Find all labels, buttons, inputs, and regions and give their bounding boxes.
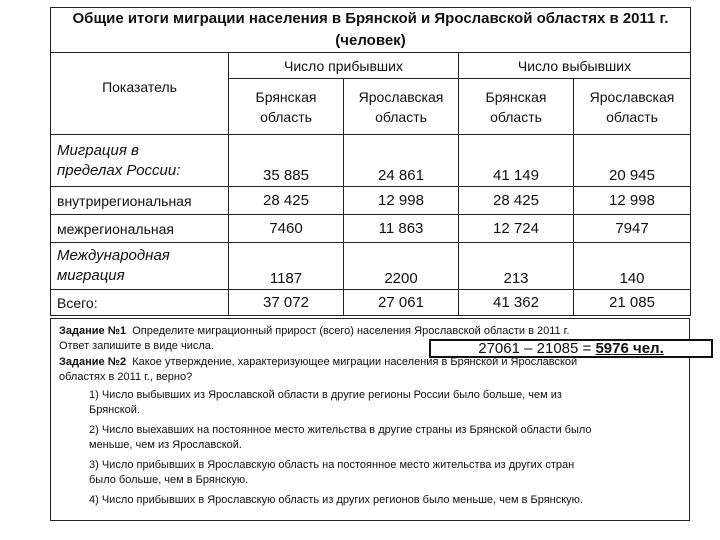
task2-option-2 [89,423,679,453]
header-arrivals: Число прибывших [229,53,459,79]
header-yaroslavl-departures [574,79,691,135]
task1-instruction: Ответ запишите в виде числа. [59,340,214,352]
table-cell: 11 863 [344,215,459,243]
option-text: меньше, чем из Ярославской. [89,439,242,451]
row-label: Всего: [51,290,229,316]
table-row [51,215,691,243]
table-title-line1: Общие итоги миграции населения в Брянской и Ярославской областях в 2011 г. [72,10,669,27]
header-yaroslavl-arrivals [344,79,459,135]
task1-text: Определите миграционный прирост (всего) населения Ярославской области в 2011 г. [132,325,570,337]
row-label-line: Миграция в [57,141,139,159]
table-cell: 12 998 [344,187,459,215]
table-cell: 28 425 [459,187,574,215]
table-row [51,290,691,316]
option-text: 2) Число выехавших на постоянное место жительства в другие страны из Брянской области было [89,424,592,436]
table-title-line2: (человек) [335,32,406,49]
task2-option-4 [89,493,679,508]
task2-text: Какое утверждение, характеризующее миграции населения в Брянской и Ярославской [132,356,578,368]
row-label [51,243,229,290]
row-label-line: миграция [57,267,125,284]
table-cell: 35 885 [229,135,344,187]
task1-line [59,324,569,339]
table-cell: 140 [574,243,691,290]
task2-line [59,355,577,370]
table-cell: 2200 [344,243,459,290]
region-suffix: область [606,108,658,125]
header-indicator [51,53,229,135]
table-cell: 27 061 [344,290,459,316]
migration-table [50,7,691,316]
header-bryansk-arrivals [229,79,344,135]
task2-option-3 [89,458,679,488]
table-cell: 213 [459,243,574,290]
table-row [51,243,691,290]
tasks-box [50,318,690,521]
region-name: Ярославская [589,88,675,105]
table-cell: 12 724 [459,215,574,243]
region-suffix: область [375,108,427,125]
row-label-line: Международная [57,247,170,264]
answer-expression: 27061 – 21085 = [478,340,596,357]
answer-value: 5976 чел. [595,340,664,357]
task2-option-1 [89,388,679,418]
option-text: было больше, чем в Брянскую. [89,474,249,486]
row-label [51,135,229,187]
table-row [51,135,691,187]
row-label: межрегиональная [51,215,229,243]
header-indicator-label: Показатель [102,79,177,95]
row-label-line: пределах России: [57,161,181,179]
table-cell: 41 362 [459,290,574,316]
table-cell: 7460 [229,215,344,243]
table-cell: 12 998 [574,187,691,215]
table-cell: 20 945 [574,135,691,187]
table-cell: 21 085 [574,290,691,316]
table-cell: 28 425 [229,187,344,215]
task1-heading: Задание №1 [59,325,127,337]
table-cell: 41 149 [459,135,574,187]
task2-heading: Задание №2 [59,356,127,368]
region-name: Ярославская [358,88,444,105]
header-departures: Число выбывших [459,53,691,79]
table-cell: 7947 [574,215,691,243]
region-name: Брянская [485,88,547,105]
table-cell: 24 861 [344,135,459,187]
option-text: Брянской. [89,404,140,416]
region-suffix: область [490,108,542,125]
option-text: 1) Число выбывших из Ярославской области в другие регионы России было больше, чем из [89,389,562,401]
task2-question: областях в 2011 г., верно? [59,371,193,383]
region-name: Брянская [255,88,317,105]
option-text: 4) Число прибывших в Ярославскую область из других регионов было меньше, чем в Брянскую. [89,494,583,506]
option-text: 3) Число прибывших в Ярославскую область на постоянное место жительства из других стран [89,459,575,471]
table-title [51,8,691,53]
row-label: внутрирегиональная [51,187,229,215]
header-bryansk-departures [459,79,574,135]
region-suffix: область [260,108,312,125]
table-row [51,187,691,215]
table-cell: 1187 [229,243,344,290]
table-cell: 37 072 [229,290,344,316]
